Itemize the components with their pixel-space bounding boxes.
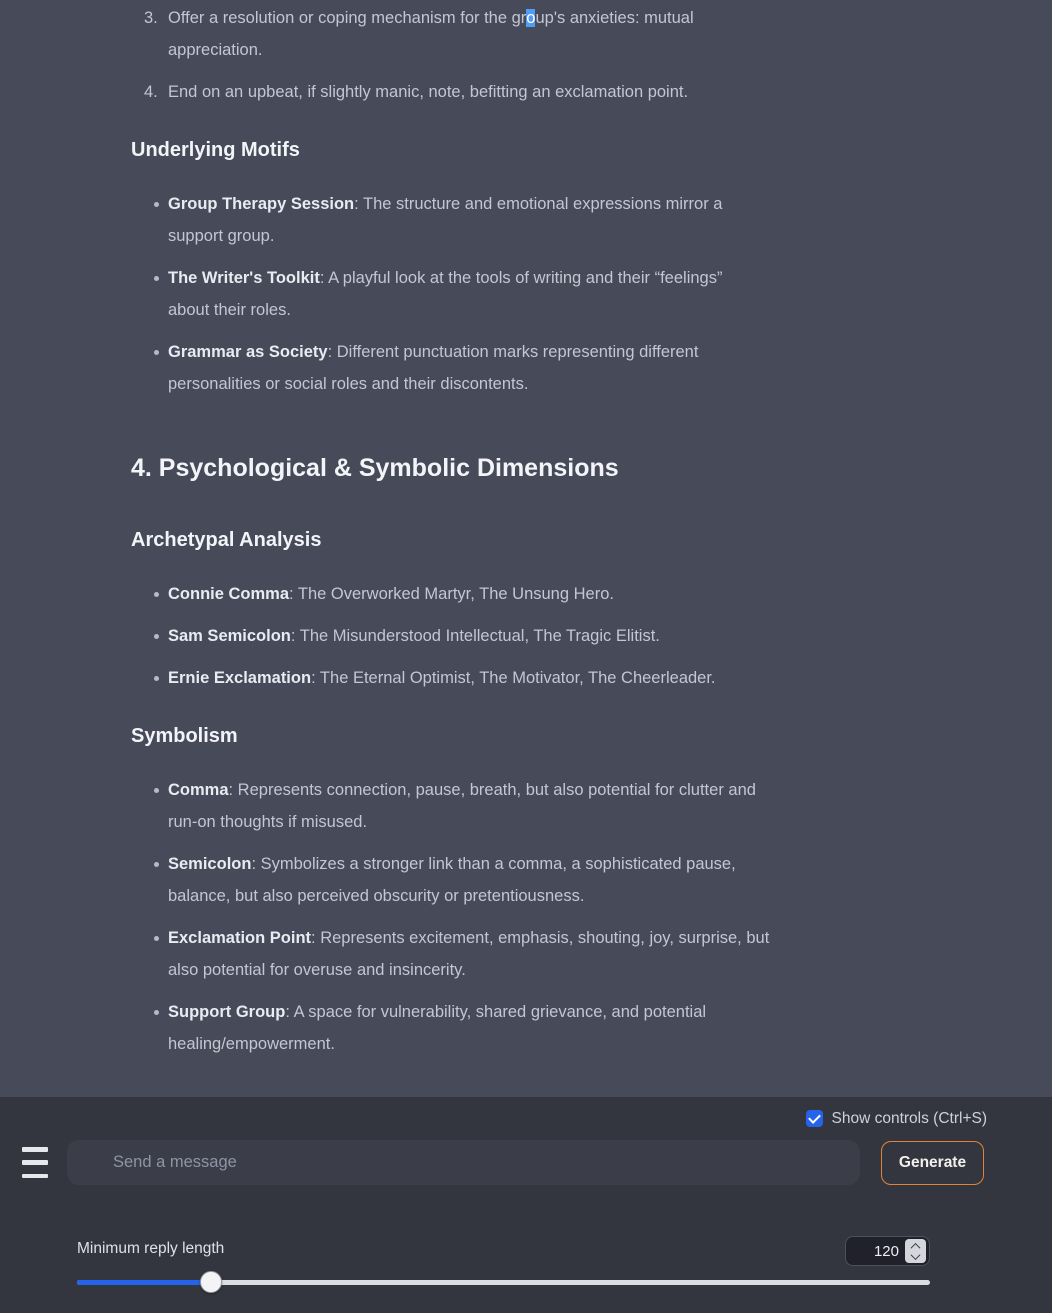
text-selection-highlight: o <box>526 9 536 27</box>
min-reply-length-field <box>845 1236 930 1266</box>
list-item: Support Group: A space for vulnerability, shared grievance, and potential healing/empowerment. <box>131 996 1052 1060</box>
bold-term: Connie Comma <box>168 585 290 603</box>
list-item: Comma: Represents connection, pause, breath, but also potential for clutter and run-on thoughts if misused. <box>131 774 1052 838</box>
list-marker: 3. <box>144 9 158 27</box>
show-controls-label: Show controls (Ctrl+S) <box>831 1110 987 1127</box>
bold-term: Semicolon <box>168 855 252 873</box>
bold-term: Comma <box>168 781 229 799</box>
list-item-line: End on an upbeat, if slightly manic, note, befitting an exclamation point. <box>168 83 689 101</box>
bold-term: Exclamation Point <box>168 929 312 947</box>
min-reply-length-input[interactable] <box>846 1243 905 1260</box>
list-item-line: appreciation. <box>168 41 263 59</box>
list-marker: 4. <box>144 83 158 101</box>
bold-term: Sam Semicolon <box>168 627 291 645</box>
hamburger-menu-icon[interactable] <box>22 1147 48 1178</box>
bullet-list-symbolism <box>131 774 1052 1060</box>
bold-term: Support Group <box>168 1003 286 1021</box>
list-item: Ernie Exclamation: The Eternal Optimist, The Motivator, The Cheerleader. <box>131 662 1052 694</box>
chevron-down-icon <box>911 1250 921 1260</box>
bold-term: Group Therapy Session <box>168 195 355 213</box>
section-heading-psychological: 4. Psychological & Symbolic Dimensions <box>131 454 619 482</box>
list-item: Exclamation Point: Represents excitement, emphasis, shouting, joy, surprise, but also potential for overuse and insincerity. <box>131 922 1052 986</box>
slider-fill <box>77 1280 211 1285</box>
list-item: Semicolon: Symbolizes a stronger link than a comma, a sophisticated pause, balance, but also perceived obscurity or pretentiousness. <box>131 848 1052 912</box>
number-stepper[interactable] <box>905 1239 926 1263</box>
slider-thumb[interactable] <box>200 1271 222 1293</box>
section-heading-symbolism: Symbolism <box>131 725 238 747</box>
list-item: Sam Semicolon: The Misunderstood Intellectual, The Tragic Elitist. <box>131 620 1052 652</box>
checkmark-icon <box>808 1111 821 1124</box>
ordered-list <box>131 2 1052 108</box>
bold-term: Grammar as Society <box>168 343 328 361</box>
list-item: Connie Comma: The Overworked Martyr, The Unsung Hero. <box>131 578 1052 610</box>
list-item-line: Offer a resolution or coping mechanism for the group's anxieties: mutual <box>168 9 694 27</box>
list-item <box>131 76 1052 108</box>
min-reply-length-slider[interactable] <box>77 1269 930 1293</box>
generate-button[interactable]: Generate <box>881 1141 984 1185</box>
show-controls-checkbox[interactable] <box>806 1110 823 1127</box>
bold-term: Ernie Exclamation <box>168 669 312 687</box>
list-item <box>131 2 1052 66</box>
list-item: Grammar as Society: Different punctuation marks representing different personalities or social roles and their discontents. <box>131 336 1052 400</box>
section-heading-underlying-motifs: Underlying Motifs <box>131 139 300 161</box>
section-heading-archetypal: Archetypal Analysis <box>131 529 322 551</box>
list-item: Group Therapy Session: The structure and emotional expressions mirror a support group. <box>131 188 1052 252</box>
show-controls-toggle[interactable] <box>806 1109 987 1128</box>
bottom-control-panel <box>0 1097 1052 1313</box>
message-input[interactable] <box>67 1140 860 1185</box>
bold-term: The Writer's Toolkit <box>168 269 320 287</box>
bullet-list-archetypal <box>131 578 1052 694</box>
bullet-list-motifs <box>131 188 1052 400</box>
list-item: The Writer's Toolkit: A playful look at the tools of writing and their “feelings” about their roles. <box>131 262 1052 326</box>
min-reply-length-label: Minimum reply length <box>77 1240 225 1257</box>
